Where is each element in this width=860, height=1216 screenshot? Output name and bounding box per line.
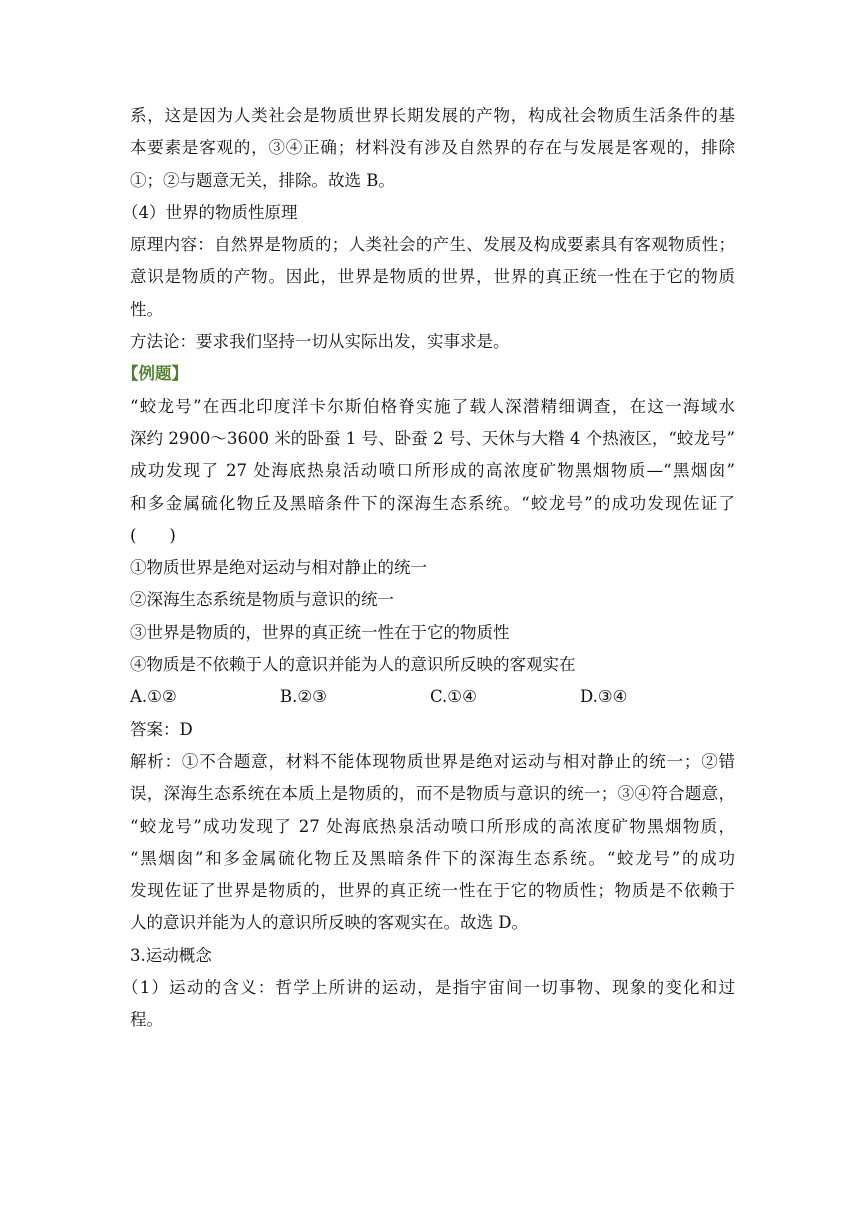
question-line: 成功发现了 27 处海底热泉活动喷口所形成的高浓度矿物黑烟物质—“黑烟囱” <box>130 461 735 481</box>
analysis-line: 解析：①不合题意，材料不能体现物质世界是绝对运动与相对静止的统一；②错 <box>130 751 735 771</box>
paragraph-line: 原理内容：自然界是物质的；人类社会的产生、发展及构成要素具有客观物质性； <box>130 235 735 255</box>
paragraph-line: 程。 <box>130 1010 163 1030</box>
paragraph-line: 性。 <box>130 299 163 319</box>
option-c: C.①④ <box>430 687 477 707</box>
question-line: “蛟龙号”在西北印度洋卡尔斯伯格脊实施了载人深潜精细调查，在这一海域水 <box>130 396 735 416</box>
section-heading: 3.运动概念 <box>130 945 212 965</box>
paragraph-line: ①；②与题意无关，排除。故选 B。 <box>130 170 395 190</box>
document-body <box>122 100 735 1037</box>
answer-line: 答案：D <box>130 719 193 739</box>
statement-1: ①物质世界是绝对运动与相对静止的统一 <box>130 558 427 578</box>
question-blank: ( ) <box>130 525 176 545</box>
section-heading: （4）世界的物质性原理 <box>122 202 298 222</box>
analysis-line: “黑烟囱”和多金属硫化物丘及黑暗条件下的深海生态系统。“蛟龙号”的成功 <box>130 848 735 868</box>
question-line: 和多金属硫化物丘及黑暗条件下的深海生态系统。“蛟龙号”的成功发现佐证了 <box>130 493 735 513</box>
answer-options <box>130 681 735 713</box>
statement-4: ④物质是不依赖于人的意识并能为人的意识所反映的客观实在 <box>130 655 576 675</box>
paragraph-line: 本要素是客观的，③④正确；材料没有涉及自然界的存在与发展是客观的，排除 <box>130 138 735 158</box>
paragraph-line: 方法论：要求我们坚持一切从实际出发，实事求是。 <box>130 332 510 352</box>
question-line: 深约 2900～3600 米的卧蚕 1 号、卧蚕 2 号、天休与大糌 4 个热液区，“蛟龙号” <box>130 428 735 448</box>
analysis-line: 人的意识并能为人的意识所反映的客观实在。故选 D。 <box>130 913 528 933</box>
paragraph-line: （1）运动的含义：哲学上所讲的运动，是指宇宙间一切事物、现象的变化和过 <box>122 978 735 998</box>
statement-3: ③世界是物质的，世界的真正统一性在于它的物质性 <box>130 622 510 642</box>
option-b: B.②③ <box>280 687 327 707</box>
statement-2: ②深海生态系统是物质与意识的统一 <box>130 590 394 610</box>
option-d: D.③④ <box>580 687 628 707</box>
option-a: A.①② <box>130 687 177 707</box>
paragraph-line: 系，这是因为人类社会是物质世界长期发展的产物，构成社会物质生活条件的基 <box>130 106 735 125</box>
analysis-line: 发现佐证了世界是物质的，世界的真正统一性在于它的物质性；物质是不依赖于 <box>130 881 735 901</box>
example-heading: 【例题】 <box>122 364 188 384</box>
paragraph-line: 意识是物质的产物。因此，世界是物质的世界，世界的真正统一性在于它的物质 <box>130 267 735 287</box>
analysis-line: 误，深海生态系统在本质上是物质的，而不是物质与意识的统一；③④符合题意， <box>130 784 735 804</box>
analysis-line: “蛟龙号”成功发现了 27 处海底热泉活动喷口所形成的高浓度矿物黑烟物质， <box>130 816 735 836</box>
